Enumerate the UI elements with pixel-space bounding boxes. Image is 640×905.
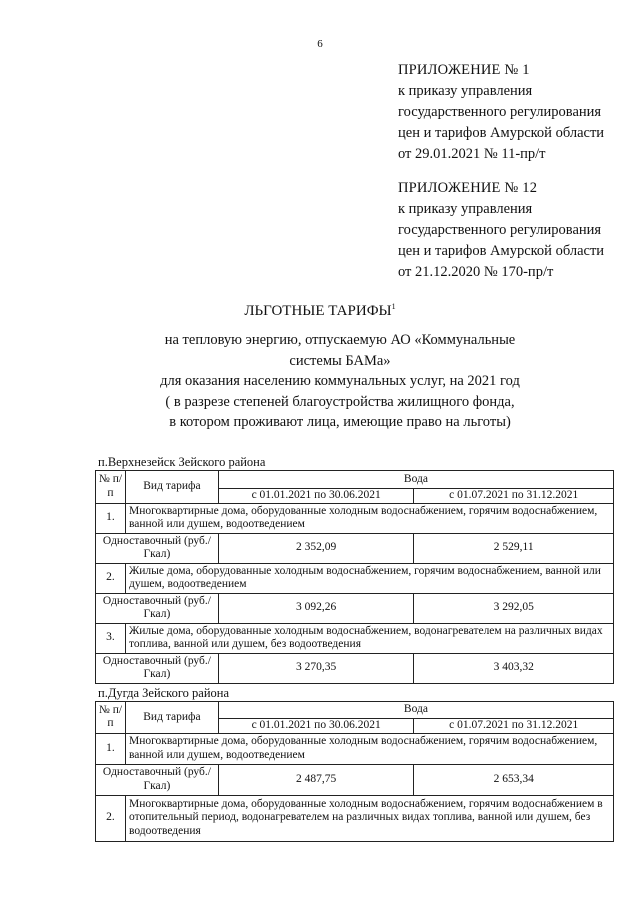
row-number: 2. <box>96 795 126 841</box>
tariff-table <box>95 470 614 684</box>
row-description: Жилые дома, оборудованные холодным водоснабжением, горячим водоснабжением, ванной или душем, водоотведением <box>125 563 613 593</box>
header-num: № п/п <box>96 471 126 504</box>
tariff-value: 2 352,09 <box>218 533 414 563</box>
settlement-heading: п.Дугда Зейского района <box>98 686 230 700</box>
subtitle-line: для оказания населению коммунальных услуг, на 2021 год <box>160 373 520 389</box>
header-period-2: с 01.07.2021 по 31.12.2021 <box>414 489 614 504</box>
appendix-1-line: к приказу управления <box>398 83 533 99</box>
appendix-1-heading: ПРИЛОЖЕНИЕ № 1 <box>398 62 530 78</box>
appendix-12-line: государственного регулирования <box>398 222 602 238</box>
header-water: Вода <box>218 471 613 489</box>
appendix-12-heading: ПРИЛОЖЕНИЕ № 12 <box>398 180 538 196</box>
document-title <box>0 302 640 320</box>
tariff-value: 2 653,34 <box>414 764 614 795</box>
document-subtitle <box>150 330 530 433</box>
header-period-1: с 01.01.2021 по 30.06.2021 <box>218 489 414 504</box>
subtitle-line: системы БАМа» <box>289 352 391 369</box>
row-description: Многоквартирные дома, оборудованные холодным водоснабжением, горячим водоснабжением, ванной или душем, водоотведением <box>125 503 613 533</box>
row-description: Многоквартирные дома, оборудованные холодным водоснабжением, горячим водоснабжением в отопительный период, водонагревателем на различных видах топлива, ванной или душем, без водоотведения <box>125 795 613 841</box>
appendix-1-line: от 29.01.2021 № 11-пр/т <box>398 146 546 162</box>
tariff-value: 3 092,26 <box>218 593 414 623</box>
row-number: 1. <box>96 503 126 533</box>
appendix-1-line: цен и тарифов Амурской области <box>398 125 605 141</box>
header-num: № п/п <box>96 702 126 734</box>
subtitle-line: в котором проживают лица, имеющие право на льготы) <box>169 414 511 430</box>
title-footnote-mark: 1 <box>391 302 396 311</box>
row-number: 3. <box>96 623 126 653</box>
tariff-value: 2 487,75 <box>218 764 414 795</box>
appendix-1-block <box>398 60 604 165</box>
appendix-12-line: от 21.12.2020 № 170-пр/т <box>398 264 554 280</box>
tariff-value: 2 529,11 <box>414 533 614 563</box>
header-kind: Вид тарифа <box>125 702 218 734</box>
tariff-type-label: Одноставочный (руб./Гкал) <box>96 764 219 795</box>
row-description: Жилые дома, оборудованные холодным водоснабжением, водонагревателем на различных видах топлива, ванной или душем, без водоотведения <box>125 623 613 653</box>
header-period-1: с 01.01.2021 по 30.06.2021 <box>218 719 414 734</box>
tariff-table <box>95 701 614 842</box>
row-description: Многоквартирные дома, оборудованные холодным водоснабжением, горячим водоснабжением, ванной или душем, водоотведением <box>125 733 613 764</box>
settlement-heading: п.Верхнезейск Зейского района <box>98 455 266 469</box>
tariff-value: 3 403,32 <box>414 653 614 683</box>
subtitle-line: на тепловую энергию, отпускаемую АО «Коммунальные <box>164 332 516 348</box>
header-period-2: с 01.07.2021 по 31.12.2021 <box>414 719 614 734</box>
tariff-type-label: Одноставочный (руб./Гкал) <box>96 653 219 683</box>
row-number: 1. <box>96 733 126 764</box>
tariff-type-label: Одноставочный (руб./Гкал) <box>96 533 219 563</box>
appendix-12-line: к приказу управления <box>398 201 533 217</box>
tariff-value: 3 270,35 <box>218 653 414 683</box>
page-number: 6 <box>317 38 323 50</box>
appendix-12-block <box>398 178 604 283</box>
appendix-12-line: цен и тарифов Амурской области <box>398 243 605 259</box>
title-text: ЛЬГОТНЫЕ ТАРИФЫ <box>244 303 392 319</box>
header-kind: Вид тарифа <box>125 471 218 504</box>
tariff-value: 3 292,05 <box>414 593 614 623</box>
subtitle-line: ( в разрезе степеней благоустройства жилищного фонда, <box>165 393 515 410</box>
header-water: Вода <box>218 702 613 719</box>
tariff-type-label: Одноставочный (руб./Гкал) <box>96 593 219 623</box>
row-number: 2. <box>96 563 126 593</box>
appendix-1-line: государственного регулирования <box>398 104 602 120</box>
